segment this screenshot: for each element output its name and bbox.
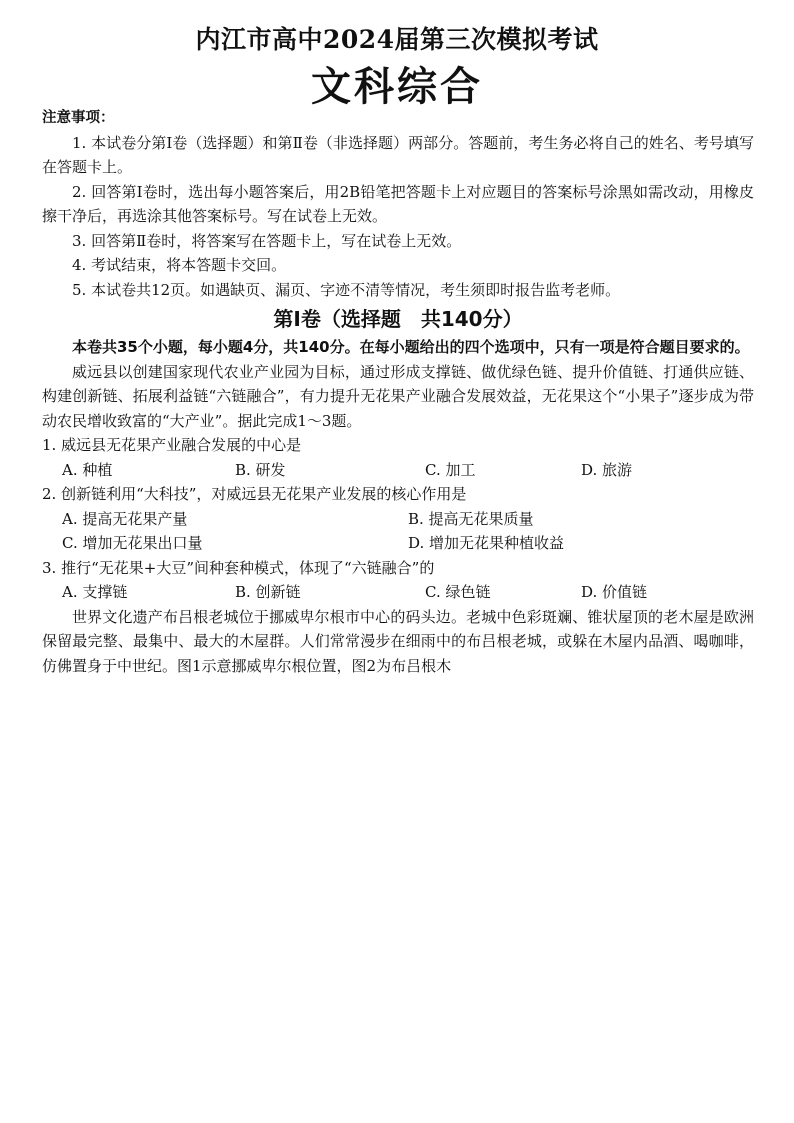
- exam-title: 内江市高中2024届第三次模拟考试: [195, 25, 599, 54]
- subject-title: 文科综合: [311, 64, 483, 110]
- notice-item: 3. 回答第Ⅱ卷时，将答案写在答题卡上，写在试卷上无效。: [72, 231, 462, 250]
- option-c: C. 增加无花果出口量: [62, 534, 203, 552]
- passage-text: 世界文化遗产布吕根老城位于挪威卑尔根市中心的码头边。老城中色彩斑斓、锥状屋顶的老木屋是欧洲保留最完整、最集中、最大的木屋群。人们常常漫步在细雨中的布吕根老城，或躲在木屋内品酒、喝咖啡，仿佛置身于中世纪。图1示意挪威卑尔根位置，图2为布吕根木: [42, 607, 754, 675]
- exam-content: [42, 106, 754, 678]
- question-stem: 2. 创新链利用“大科技”，对威远县无花果产业发展的核心作用是: [42, 485, 467, 503]
- question-stem: 3. 推行“无花果+大豆”间种套种模式，体现了“六链融合”的: [42, 558, 435, 577]
- option-c: C. 加工: [425, 460, 476, 479]
- option-a: A. 支撑链: [62, 583, 128, 601]
- question-options: [42, 507, 754, 532]
- notice-item: 1. 本试卷分第Ⅰ卷（选择题）和第Ⅱ卷（非选择题）两部分。答题前，考生务必将自己的姓名、考号填写在答题卡上。: [42, 133, 754, 176]
- option-a: A. 提高无花果产量: [62, 509, 188, 528]
- notice-item: 4. 考试结束，将本答题卡交回。: [72, 256, 287, 274]
- notice-item: 5. 本试卷共12页。如遇缺页、漏页、字迹不清等情况，考生须即时报告监考老师。: [72, 280, 621, 299]
- option-b: B. 提高无花果质量: [408, 509, 534, 528]
- question-options: [42, 458, 754, 483]
- question-stem: 1. 威远县无花果产业融合发展的中心是: [42, 436, 302, 454]
- question-options: [42, 580, 754, 605]
- section-instruction: 本卷共35个小题，每小题4分，共140分。在每小题给出的四个选项中，只有一项是符合题目要求的。: [72, 338, 750, 356]
- option-a: A. 种植: [62, 460, 113, 479]
- option-c: C. 绿色链: [425, 583, 491, 601]
- passage-text: 威远县以创建国家现代农业产业园为目标，通过形成支撑链、做优绿色链、提升价值链、打通供应链、构建创新链、拓展利益链“六链融合”，有力提升无花果产业融合发展效益，无花果这个“小果子”逐步成为带动农民增收致富的“大产业”。据此完成1～3题。: [42, 362, 754, 430]
- notice-item: 2. 回答第Ⅰ卷时，选出每小题答案后，用2B铅笔把答题卡上对应题目的答案标号涂黑如需改动，用橡皮擦干净后，再选涂其他答案标号。写在试卷上无效。: [42, 182, 754, 225]
- notice-heading: 注意事项：: [42, 110, 115, 126]
- section-title: 第Ⅰ卷（选择题 共140分）: [273, 307, 523, 331]
- question-options: [42, 531, 754, 556]
- option-d: D. 增加无花果种植收益: [408, 534, 565, 552]
- option-d: D. 价值链: [581, 583, 648, 601]
- option-b: B. 创新链: [235, 583, 301, 601]
- option-d: D. 旅游: [581, 460, 633, 479]
- option-b: B. 研发: [235, 460, 286, 479]
